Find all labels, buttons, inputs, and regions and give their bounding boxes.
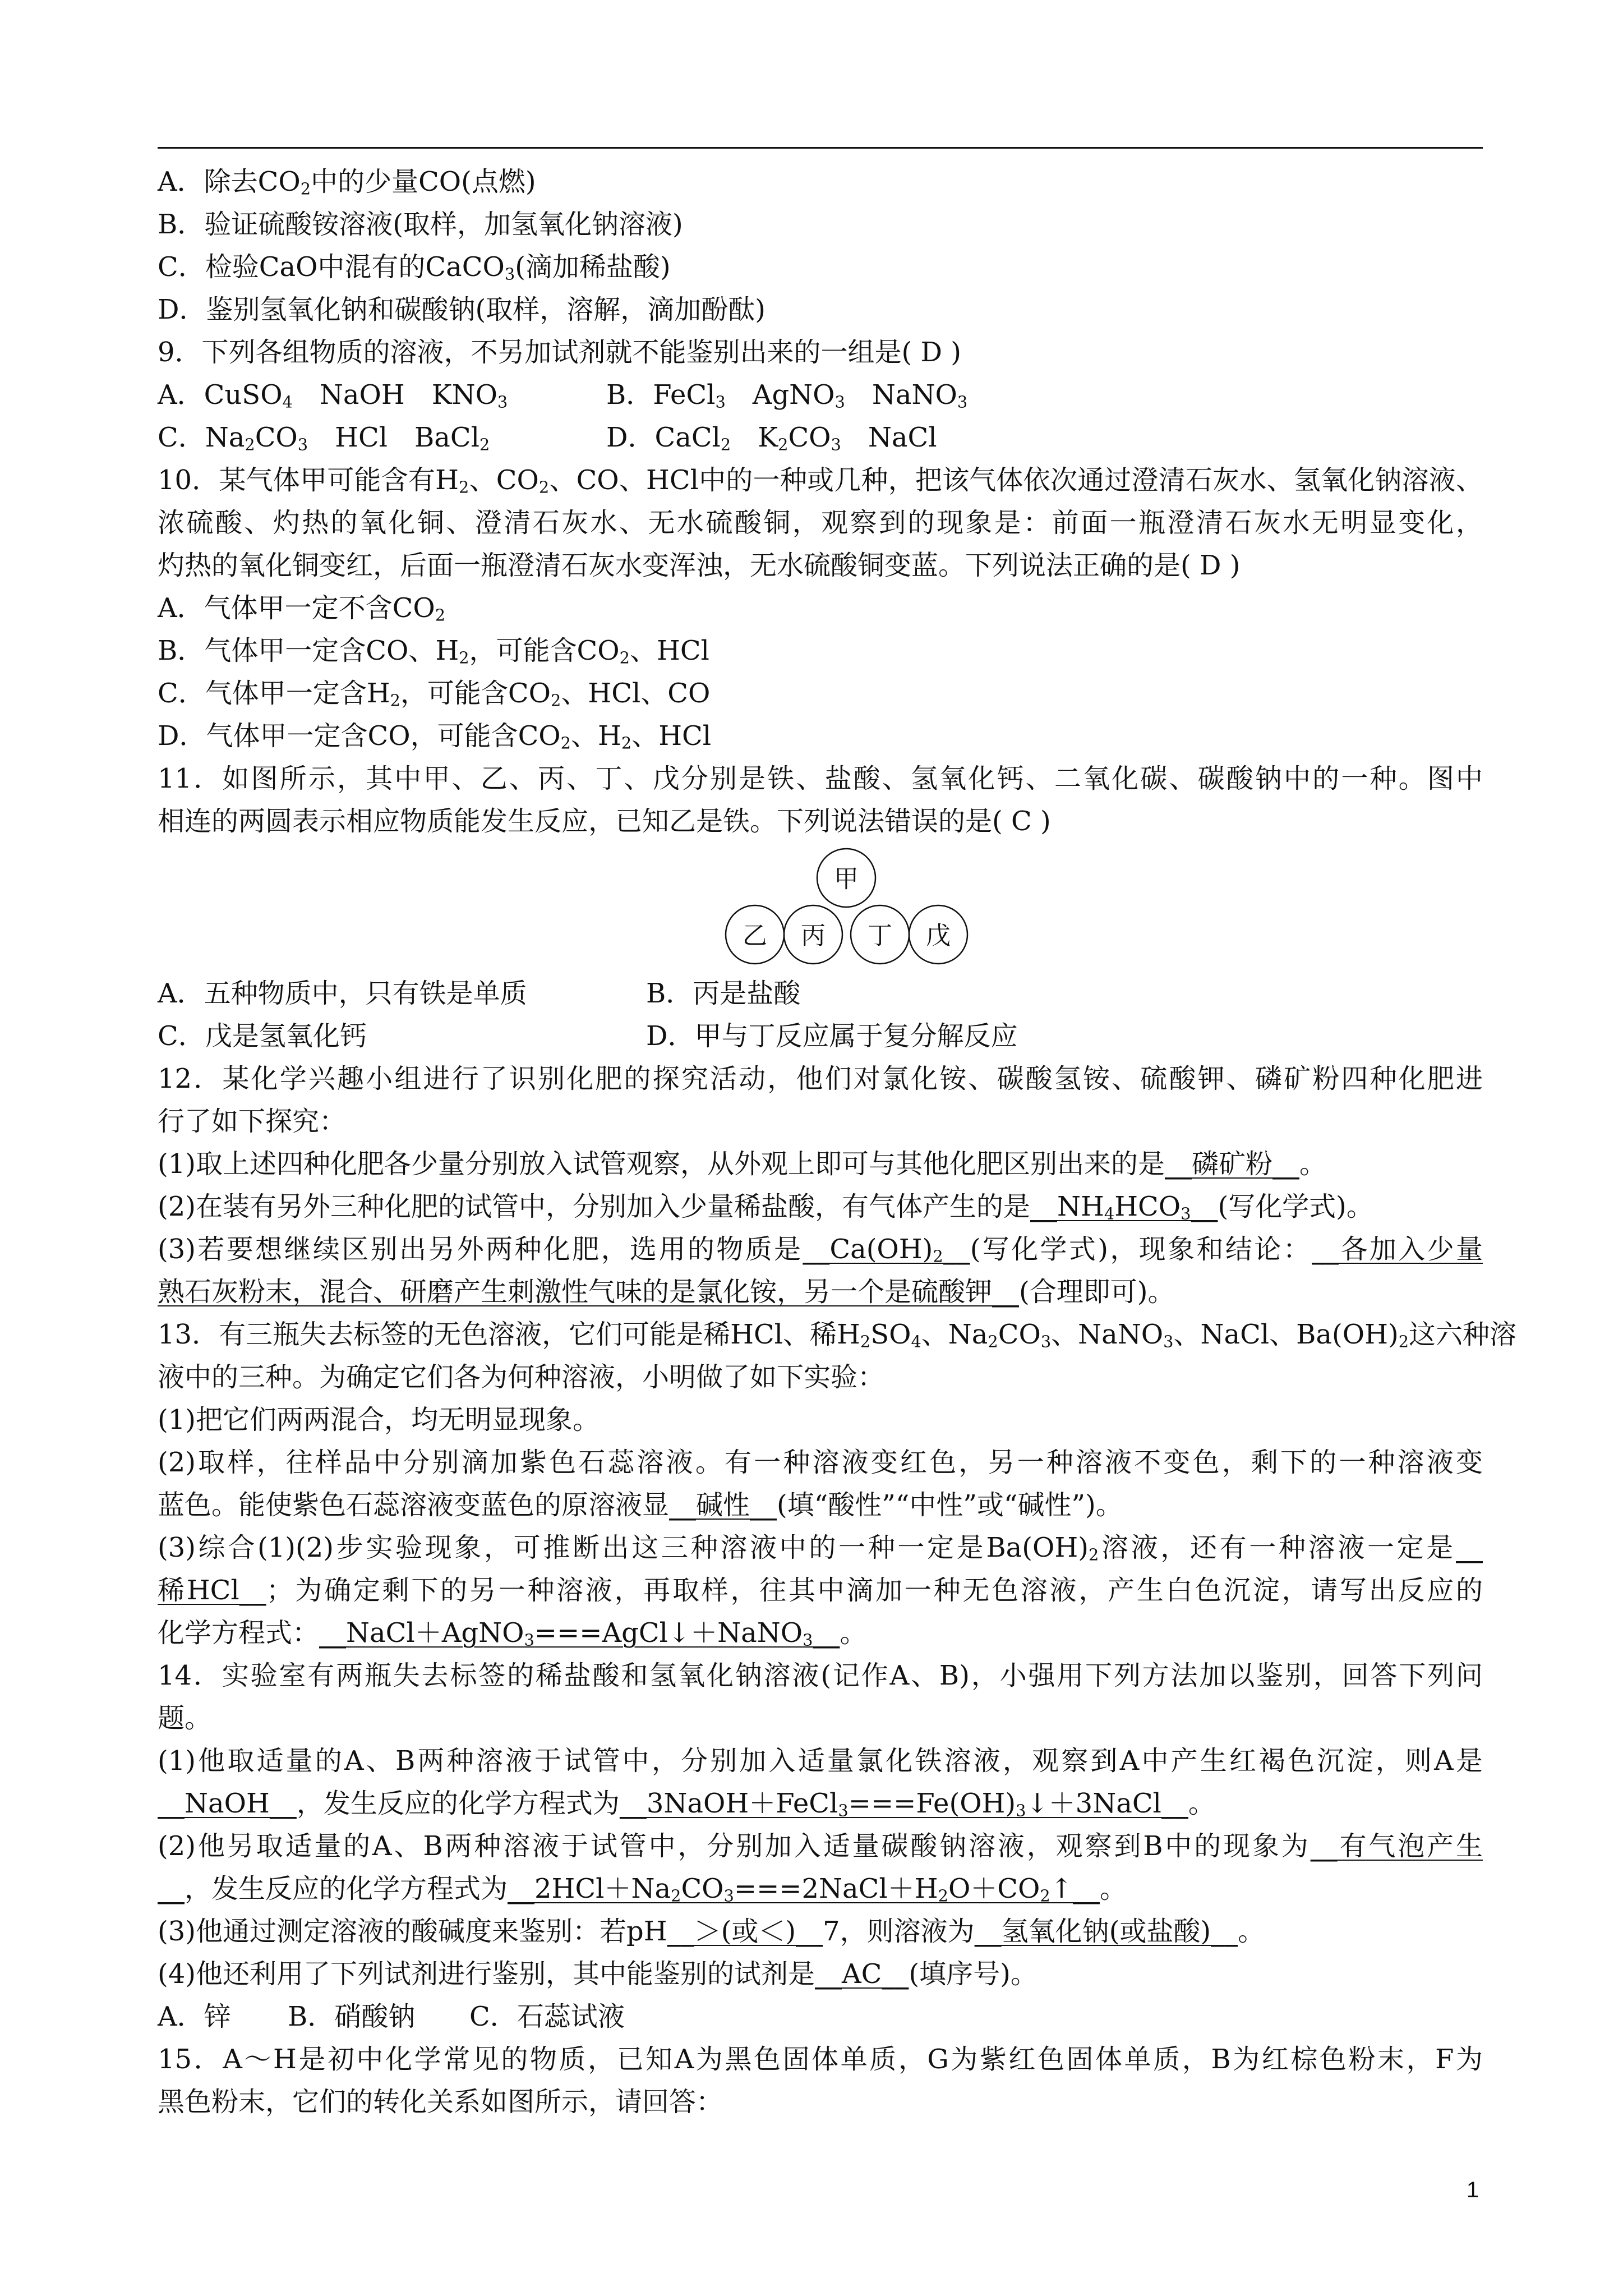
q11-options-row-2 (158, 1015, 1483, 1057)
q9-stem (158, 331, 1483, 374)
text-run: A．锌 (158, 2001, 231, 2032)
q14-part-1-line-2 (158, 1782, 1483, 1825)
q11-option-a (158, 972, 646, 1015)
text-run: B．气体甲一定含CO、H (158, 635, 459, 666)
text-run: 浓硫酸、灼热的氧化铜、澄清石灰水、无水硫酸铜，观察到的现象是：前面一瓶澄清石灰水无明显变化， (158, 507, 1483, 539)
q11-option-c (158, 1015, 646, 1057)
text-run: B．丙是盐酸 (646, 978, 801, 1009)
answer-underline (158, 1788, 297, 1819)
text-run: A．气体甲一定不含CO (158, 592, 435, 624)
text-run: ===AgCl↓＋NaNO (534, 1617, 803, 1649)
circle-label: 甲 (834, 864, 859, 894)
circle-node-2 (784, 905, 842, 964)
text-run: ↓＋3NaCl__ (1026, 1788, 1188, 1819)
q12-part-1 (158, 1143, 1483, 1185)
diagram-svg (158, 843, 1483, 972)
text-run: __NaOH__ (158, 1788, 297, 1819)
text-run: 中的少量CO(点燃) (311, 166, 536, 197)
text-run: 、HCl (631, 720, 712, 752)
q11-option-b (646, 972, 800, 1015)
text-run: 。 (1188, 1788, 1215, 1819)
text-run: D．气体甲一定含CO，可能含CO (158, 720, 561, 752)
subscript: 2 (459, 477, 469, 497)
q15-stem-line-1 (158, 2038, 1483, 2081)
text-run: __Ca(OH) (803, 1234, 933, 1265)
subscript: 3 (838, 1801, 849, 1820)
q13-stem-line-2 (158, 1356, 1483, 1398)
text-run: 相连的两圆表示相应物质能发生反应，已知乙是铁。下列说法错误的是( C ) (158, 806, 1051, 837)
text-run: (写化学式)，现象和结论： (970, 1234, 1312, 1265)
text-run: 熟石灰粉末，混合、研磨产生刺激性气味的是氯化铵，另一个是硫酸钾__ (158, 1276, 1020, 1308)
subscript: 2 (720, 435, 731, 454)
question-content (158, 160, 1517, 2123)
text-run: (2)他另取适量的A、B两种溶液于试管中，分别加入适量碳酸钠溶液，观察到B中的现象为 (158, 1830, 1311, 1862)
text-run: ，发生反应的化学方程式为 (296, 1788, 620, 1819)
subscript: 2 (1398, 1332, 1409, 1351)
text-run: (合理即可)。 (1019, 1276, 1175, 1308)
text-run: __ (1456, 1532, 1483, 1563)
answer-underline (1165, 1148, 1299, 1180)
q14-part-2-line-1 (158, 1825, 1483, 1867)
q14-part-2-line-2 (158, 1867, 1483, 1910)
text-run: __ (943, 1234, 970, 1265)
subscript: 2 (390, 691, 400, 710)
text-run: SO (870, 1319, 911, 1350)
q9-options-row-2 (158, 416, 1483, 459)
text-run: NaOH KNO (292, 379, 497, 411)
subscript: 2 (621, 733, 632, 753)
q13-part-3-line-1 (158, 1526, 1483, 1569)
subscript: 3 (497, 392, 508, 412)
subscript: 3 (803, 1630, 813, 1650)
q13-part-2-line-2 (158, 1484, 1483, 1526)
text-run: (1)取上述四种化肥各少量分别放入试管观察，从外观上即可与其他化肥区别出来的是 (158, 1148, 1165, 1180)
subscript: 2 (435, 605, 446, 625)
text-run: D．CaCl (606, 422, 721, 453)
text-run: O＋CO (948, 1873, 1040, 1904)
text-run: NaCl (841, 422, 937, 453)
q14-part-4 (158, 1953, 1483, 1995)
q14-stem-line-1 (158, 1654, 1483, 1697)
answer-underline (158, 1575, 266, 1606)
subscript: 2 (988, 1332, 998, 1351)
subscript: 3 (524, 1630, 534, 1650)
text-run: (4)他还利用了下列试剂进行鉴别，其中能鉴别的试剂是 (158, 1958, 815, 1990)
text-run: 7，则溶液为 (823, 1916, 975, 1947)
subscript: 2 (300, 179, 311, 199)
subscript: 2 (479, 435, 490, 454)
subscript: 3 (957, 392, 968, 412)
q14-option-c (469, 1995, 625, 2038)
text-run: 黑色粉末，它们的转化关系如图所示，请回答： (158, 2086, 723, 2118)
text-run: (填“酸性”“中性”或“碱性”)。 (777, 1489, 1123, 1521)
q13-part-1 (158, 1398, 1483, 1441)
text-run: 化学方程式： (158, 1617, 320, 1649)
subscript: 3 (834, 392, 845, 412)
q13-part-3-line-2 (158, 1569, 1483, 1612)
text-run: 。 (1238, 1916, 1265, 1947)
text-run: ↑__ (1050, 1873, 1100, 1904)
subscript: 3 (297, 435, 308, 454)
text-run: 溶液，还有一种溶液一定是 (1099, 1532, 1456, 1563)
text-run: (填序号)。 (909, 1958, 1038, 1990)
answer-underline (815, 1958, 909, 1990)
q11-option-d (646, 1015, 1018, 1057)
text-run: (3)综合(1)(2)步实验现象，可推断出这三种溶液中的一种一定是Ba(OH) (158, 1532, 1089, 1563)
q9-option-c (158, 416, 606, 459)
text-run: ===2NaCl＋H (734, 1873, 938, 1904)
q13-part-2-line-1 (158, 1441, 1483, 1484)
q10-option-b (158, 629, 1483, 672)
text-run: 。 (840, 1617, 867, 1649)
q12-part-3-line-1 (158, 1228, 1483, 1271)
answer-underline (508, 1873, 1100, 1904)
text-run: (写化学式)。 (1218, 1191, 1373, 1222)
text-run: 、Na (921, 1319, 988, 1350)
answer-underline (1030, 1191, 1218, 1222)
text-run: A．CuSO (158, 379, 283, 411)
text-run: (1)他取适量的A、B两种溶液于试管中，分别加入适量氯化铁溶液，观察到A中产生红褐色沉淀，则A是 (158, 1745, 1483, 1777)
text-run: CO (681, 1873, 724, 1904)
text-run: 14．实验室有两瓶失去标签的稀盐酸和氢氧化钠溶液(记作A、B)，小强用下列方法加以鉴别，回答下列问 (158, 1660, 1483, 1691)
text-run: __AC__ (815, 1958, 909, 1990)
page-number: 1 (1466, 2178, 1479, 2202)
text-run: HCl BaCl (308, 422, 480, 453)
subscript: 4 (911, 1332, 921, 1351)
text-run: D．甲与丁反应属于复分解反应 (646, 1020, 1018, 1052)
q10-option-a (158, 587, 1483, 629)
text-run: K (731, 422, 778, 453)
text-run: C．石蕊试液 (469, 2001, 625, 2032)
q9-options-row-1 (158, 374, 1483, 416)
text-run: __＞(或＜)__ (667, 1916, 823, 1947)
q13-stem-line-1 (158, 1313, 1517, 1356)
q14-stem-line-2 (158, 1697, 1483, 1740)
text-run: ，可能含CO (469, 635, 620, 666)
text-run: 12．某化学兴趣小组进行了识别化肥的探究活动，他们对氯化铵、碳酸氢铵、硫酸钾、磷矿粉四种化肥进 (158, 1063, 1483, 1094)
q10-stem-line-2 (158, 501, 1483, 544)
text-run: __磷矿粉__ (1165, 1148, 1300, 1180)
text-run: 。 (1099, 1873, 1127, 1904)
q14-option-a (158, 1995, 288, 2038)
subscript: 3 (831, 435, 841, 454)
text-run: (滴加稀盐酸) (515, 251, 671, 283)
q10-stem-line-3 (158, 544, 1483, 587)
text-run: C．气体甲一定含H (158, 678, 390, 709)
text-run: D．鉴别氢氧化钠和碳酸钠(取样，溶解，滴加酚酞) (158, 294, 766, 325)
subscript: 2 (245, 435, 255, 454)
circle-node-3 (851, 905, 909, 964)
text-run: (1)把它们两两混合，均无明显现象。 (158, 1404, 600, 1435)
text-run: CO (788, 422, 831, 453)
circle-label: 丁 (868, 921, 892, 950)
subscript: 2 (938, 1886, 948, 1906)
subscript: 3 (1016, 1801, 1026, 1820)
text-run: B．FeCl (606, 379, 716, 411)
subscript: 2 (619, 648, 630, 668)
header-rule (158, 147, 1483, 149)
text-run: __3NaOH＋FeCl (619, 1788, 838, 1819)
text-run: __碱性__ (669, 1489, 777, 1521)
circle-node-1 (726, 905, 784, 964)
text-run: 灼热的氧化铜变红，后面一瓶澄清石灰水变浑浊，无水硫酸铜变蓝。下列说法正确的是( D ) (158, 550, 1241, 581)
text-run: B．验证硫酸铵溶液(取样，加氢氧化钠溶液) (158, 209, 683, 240)
answer-underline (158, 1873, 185, 1904)
answer-underline (319, 1617, 840, 1649)
text-run: __有气泡产生 (1310, 1830, 1483, 1862)
text-run: 行了如下探究： (158, 1106, 347, 1137)
text-run: __NH (1030, 1191, 1104, 1222)
reaction-circle-diagram (158, 843, 1483, 972)
answer-underline (667, 1916, 823, 1947)
subscript: 2 (551, 691, 561, 710)
subscript: 2 (860, 1332, 871, 1351)
q8-option-d (158, 288, 1483, 331)
text-run: __氢氧化钠(或盐酸)__ (974, 1916, 1238, 1947)
text-run: ，发生反应的化学方程式为 (185, 1873, 508, 1904)
text-run: A．五种物质中，只有铁是单质 (158, 978, 527, 1009)
q8-option-c (158, 246, 1483, 288)
text-run: 、HCl、CO (561, 678, 711, 709)
circle-label: 乙 (743, 921, 767, 950)
answer-underline (1456, 1532, 1483, 1563)
q12-part-3-line-2 (158, 1271, 1483, 1313)
text-run: (3)他通过测定溶液的酸碱度来鉴别：若pH (158, 1916, 667, 1947)
text-run: 9．下列各组物质的溶液，不另加试剂就不能鉴别出来的一组是( D ) (158, 337, 961, 368)
text-run: __各加入少量 (1312, 1234, 1483, 1265)
text-run: __ (813, 1617, 840, 1649)
text-run: HCO (1114, 1191, 1181, 1222)
subscript: 2 (1088, 1545, 1099, 1565)
circle-label: 丙 (801, 921, 826, 950)
answer-underline (1311, 1830, 1483, 1862)
subscript: 2 (778, 435, 789, 454)
text-run: C．戊是氢氧化钙 (158, 1020, 367, 1052)
q12-stem-line-2 (158, 1100, 1483, 1143)
text-run: __ (158, 1873, 185, 1904)
q12-stem-line-1 (158, 1057, 1483, 1100)
text-run: 、NaCl、Ba(OH) (1173, 1319, 1399, 1350)
q9-option-b (606, 374, 967, 416)
q14-part-3 (158, 1910, 1483, 1953)
text-run: ，可能含CO (400, 678, 551, 709)
subscript: 3 (715, 392, 726, 412)
text-run: 15．A～H是初中化学常见的物质，已知A为黑色固体单质，G为紫红色固体单质，B为红棕色粉末，F为 (158, 2044, 1483, 2075)
subscript: 3 (1181, 1204, 1191, 1223)
answer-underline (803, 1234, 970, 1265)
subscript: 3 (1040, 1332, 1052, 1351)
q9-option-d (606, 416, 937, 459)
text-run: 题。 (158, 1703, 212, 1734)
text-run: (2)在装有另外三种化肥的试管中，分别加入少量稀盐酸，有气体产生的是 (158, 1191, 1030, 1222)
q14-option-b (288, 1995, 469, 2038)
text-run: ===Fe(OH) (848, 1788, 1016, 1819)
q10-option-d (158, 715, 1483, 757)
q15-stem-line-2 (158, 2081, 1483, 2123)
subscript: 3 (504, 264, 515, 284)
circle-node-top (817, 849, 875, 907)
text-run: NaNO (845, 379, 957, 411)
subscript: 4 (1104, 1204, 1115, 1223)
subscript: 3 (1163, 1332, 1174, 1351)
answer-underline (1312, 1234, 1483, 1265)
text-run: CO (998, 1319, 1041, 1350)
subscript: 4 (282, 392, 293, 412)
text-run: 稀HCl__ (158, 1575, 266, 1606)
q8-option-b (158, 203, 1483, 246)
q11-options-row-1 (158, 972, 1483, 1015)
text-run: (2)取样，往样品中分别滴加紫色石蕊溶液。有一种溶液变红色，另一种溶液不变色，剩下的一种溶液变 (158, 1447, 1483, 1478)
text-run: ；为确定剩下的另一种溶液，再取样，往其中滴加一种无色溶液，产生白色沉淀，请写出反应的 (266, 1575, 1483, 1606)
text-run: A．除去CO (158, 166, 301, 197)
subscript: 2 (1040, 1886, 1050, 1906)
text-run: 、NaNO (1051, 1319, 1164, 1350)
q8-option-a (158, 160, 1483, 203)
answer-underline (620, 1788, 1188, 1819)
q10-option-c (158, 672, 1483, 715)
circle-label: 戊 (926, 921, 951, 950)
answer-underline (669, 1489, 777, 1521)
q14-part-1-line-1 (158, 1740, 1483, 1782)
text-run: 、H (570, 720, 621, 752)
q13-part-3-line-3 (158, 1612, 1483, 1654)
text-run: __2HCl＋Na (508, 1873, 671, 1904)
text-run: 、CO (469, 464, 539, 496)
subscript: 2 (671, 1886, 681, 1906)
text-run: 液中的三种。为确定它们各为何种溶液，小明做了如下实验： (158, 1361, 885, 1393)
subscript: 2 (560, 733, 571, 753)
text-run: 、HCl (629, 635, 709, 666)
answer-underline (975, 1916, 1238, 1947)
text-run: (3)若要想继续区别出另外两种化肥，选用的物质是 (158, 1234, 803, 1265)
answer-underline (158, 1276, 1019, 1308)
text-run: C．Na (158, 422, 245, 453)
text-run: 。 (1299, 1148, 1327, 1180)
text-run: AgNO (725, 379, 835, 411)
text-run: C．检验CaO中混有的CaCO (158, 251, 505, 283)
text-run: 这六种溶 (1409, 1319, 1517, 1350)
text-run: 10．某气体甲可能含有H (158, 464, 459, 496)
text-run: B．硝酸钠 (288, 2001, 416, 2032)
text-run: 13．有三瓶失去标签的无色溶液，它们可能是稀HCl、稀H (158, 1319, 860, 1350)
q12-part-2 (158, 1185, 1483, 1228)
subscript: 2 (459, 648, 469, 668)
q9-option-a (158, 374, 606, 416)
text-run: 蓝色。能使紫色石蕊溶液变蓝色的原溶液显 (158, 1489, 670, 1521)
q14-options-row (158, 1995, 1483, 2038)
text-run: __ (1191, 1191, 1218, 1222)
subscript: 2 (933, 1246, 943, 1266)
q10-stem-line-1 (158, 459, 1483, 501)
text-run: 11．如图所示，其中甲、乙、丙、丁、戊分别是铁、盐酸、氢氧化钙、二氧化碳、碳酸钠中的一种。图中 (158, 763, 1483, 794)
q11-stem-line-2 (158, 800, 1483, 843)
text-run: __NaCl＋AgNO (319, 1617, 524, 1649)
subscript: 2 (538, 477, 550, 497)
circle-node-4 (909, 905, 967, 964)
q11-stem-line-1 (158, 757, 1483, 800)
subscript: 3 (723, 1886, 734, 1906)
text-run: 、CO、HCl中的一种或几种，把该气体依次通过澄清石灰水、氢氧化钠溶液、 (549, 464, 1483, 496)
text-run: CO (255, 422, 298, 453)
